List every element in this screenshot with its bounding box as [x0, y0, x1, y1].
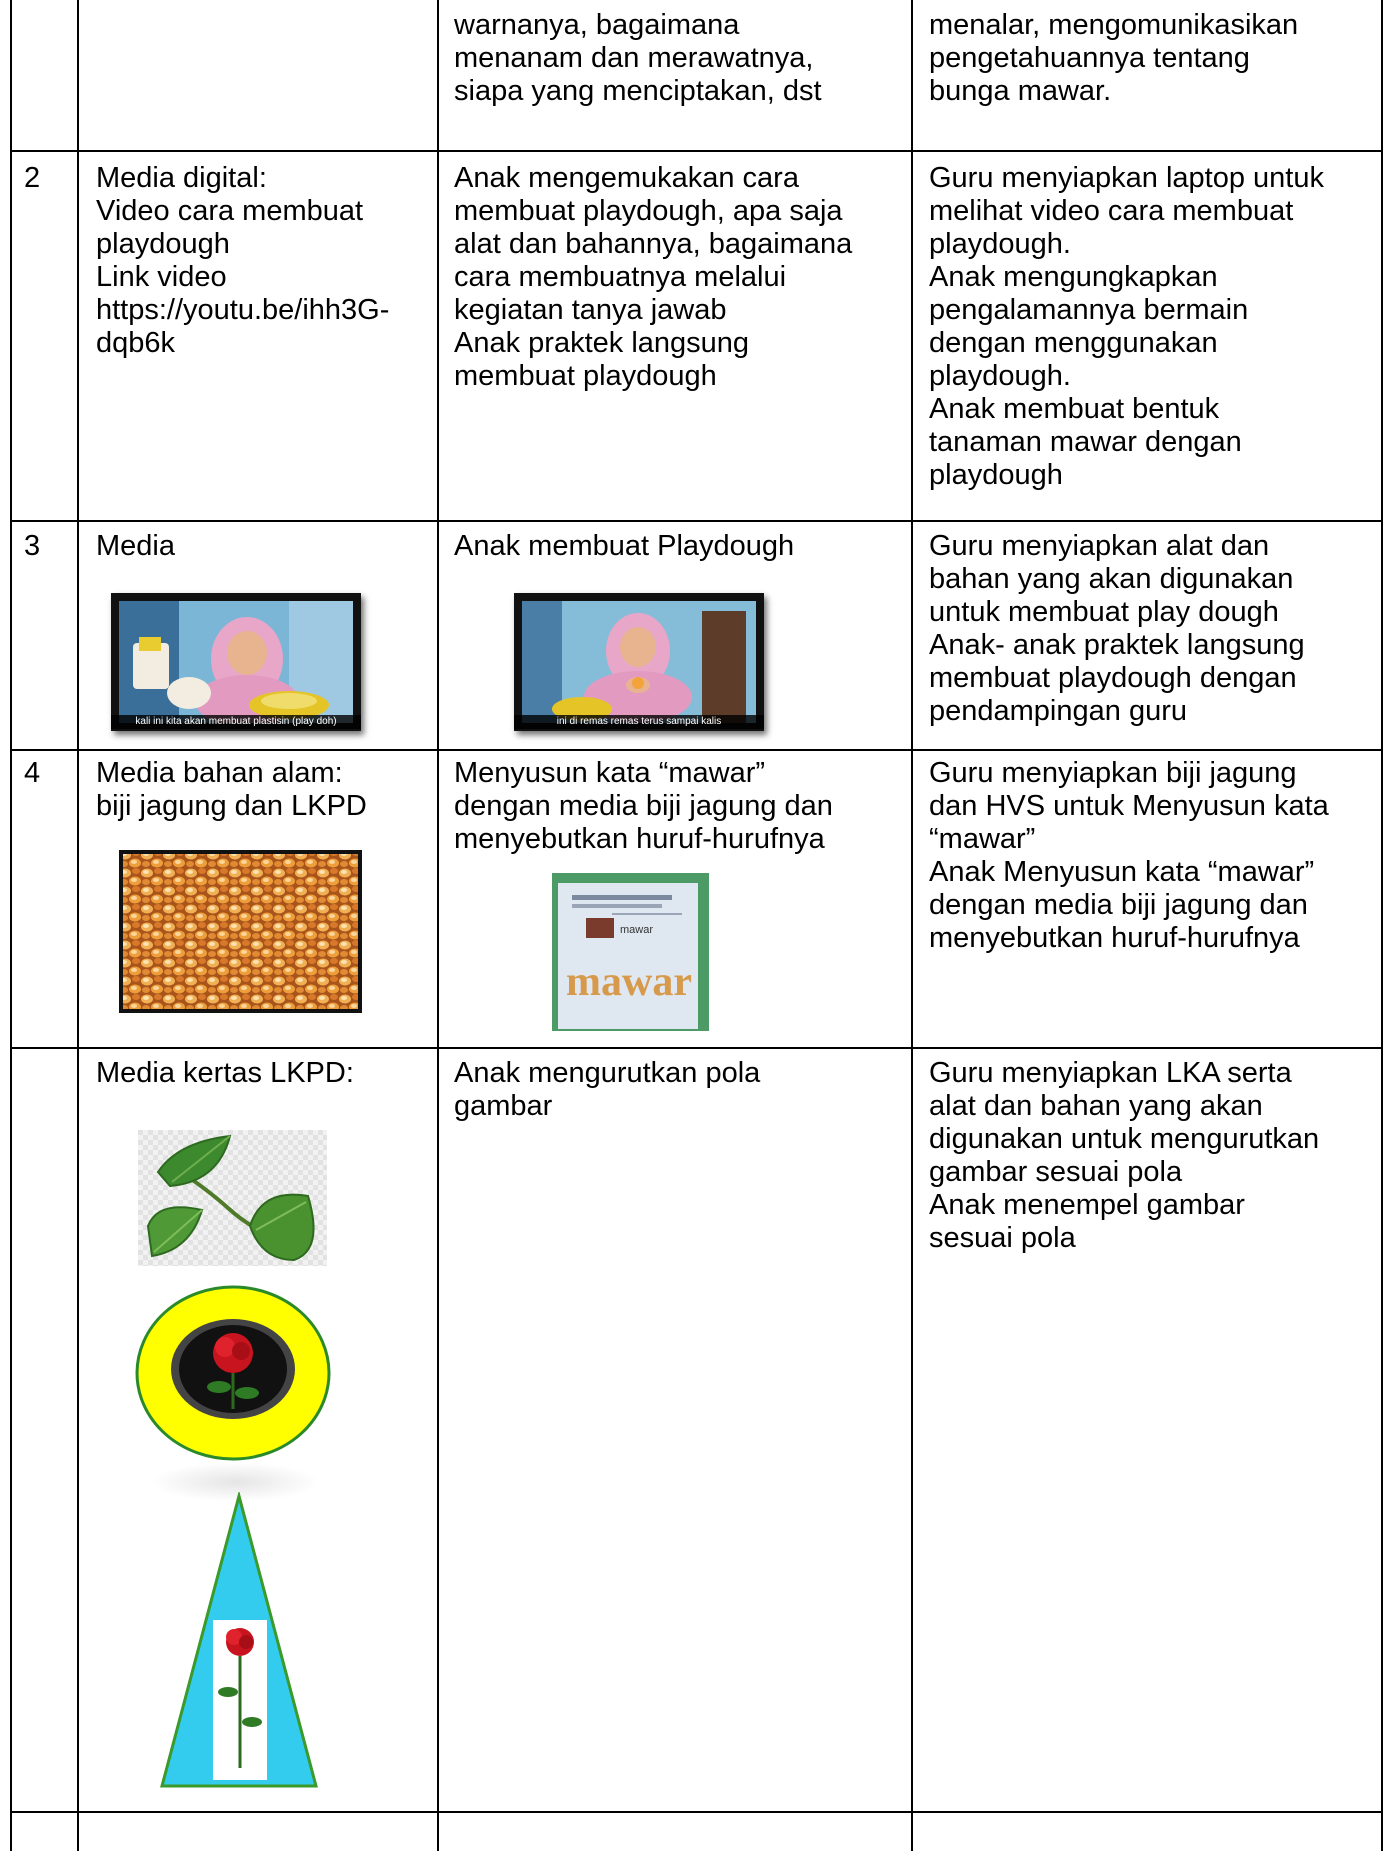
table-border-col1: [77, 0, 79, 1851]
leaf-picture: [138, 1130, 327, 1266]
video-still-photo: [514, 593, 764, 731]
lkpd-mawar-photo: [552, 873, 709, 1031]
corn-kernels-image: [119, 850, 362, 1013]
row-divider: [10, 520, 1383, 522]
table-border-col2: [437, 0, 439, 1851]
row-divider: [10, 749, 1383, 751]
row-number: 2: [24, 162, 41, 194]
row-divider: [10, 150, 1383, 152]
table-cell-media: Media bahan alam: biji jagung dan LKPD: [96, 757, 367, 822]
row-divider: [10, 1811, 1383, 1813]
triangle-shape-picture: [158, 1492, 320, 1792]
video-caption: kali ini kita akan membuat plastisin (play doh): [111, 715, 361, 729]
table-cell-activity: warnanya, bagaimana menanam dan merawatnya, siapa yang menciptakan, dst: [454, 9, 822, 107]
table-cell-procedure: Guru menyiapkan biji jagung dan HVS untuk Menyusun kata “mawar” Anak Menyusun kata “mawar” dengan media biji jagung dan menyebutkan huruf-hurufnya: [929, 757, 1329, 954]
table-cell-activity: Menyusun kata “mawar” dengan media biji jagung dan menyebutkan huruf-hurufnya: [454, 757, 833, 855]
table-cell-procedure: Guru menyiapkan LKA serta alat dan bahan yang akan digunakan untuk mengurutkan gambar sesuai pola Anak menempel gambar sesuai pola: [929, 1057, 1320, 1254]
child-kneading-image: [522, 601, 756, 723]
table-cell-procedure: Guru menyiapkan laptop untuk melihat video cara membuat playdough. Anak mengungkapkan pengalamannya bermain dengan menggunakan playdough. Anak membuat bentuk tanaman mawar dengan playdough: [929, 162, 1324, 491]
lkpd-label: mawar: [620, 924, 654, 936]
corn-letters: mawar: [566, 959, 692, 1005]
table-cell-activity: Anak membuat Playdough: [454, 530, 795, 562]
triangle-rose-shape: [158, 1492, 320, 1792]
table-cell-media: Media digital: Video cara membuat playdough Link video https://youtu.be/ihh3G- dqb6k: [96, 162, 390, 359]
table-cell-activity: Anak mengemukakan cara membuat playdough, apa saja alat dan bahannya, bagaimana cara membuatnya melalui kegiatan tanya jawab Anak praktek langsung membuat playdough: [454, 162, 853, 392]
circle-shape-picture: [133, 1281, 333, 1461]
child-playdough-image: [119, 601, 353, 723]
table-cell-procedure: Guru menyiapkan alat dan bahan yang akan digunakan untuk membuat play dough Anak- anak praktek langsung membuat playdough dengan pendampingan guru: [929, 530, 1305, 727]
table-border-right: [1381, 0, 1383, 1851]
row-number: 4: [24, 757, 41, 789]
table-cell-media: Media: [96, 530, 175, 562]
table-border-left: [10, 0, 12, 1851]
table-border-col3: [911, 0, 913, 1851]
video-still-photo: [111, 593, 361, 731]
rose-leaf-image: [138, 1130, 327, 1266]
table-cell-media: Media kertas LKPD:: [96, 1057, 354, 1089]
corn-kernels-picture: [119, 850, 362, 1013]
video-caption: ini di remas remas terus sampai kalis: [514, 715, 764, 729]
lkpd-paper-picture: [552, 873, 709, 1031]
circle-rose-shape: [133, 1281, 333, 1461]
table-cell-procedure: menalar, mengomunikasikan pengetahuannya tentang bunga mawar.: [929, 9, 1299, 107]
row-divider: [10, 1047, 1383, 1049]
row-number: 3: [24, 530, 41, 562]
table-cell-activity: Anak mengurutkan pola gambar: [454, 1057, 761, 1122]
